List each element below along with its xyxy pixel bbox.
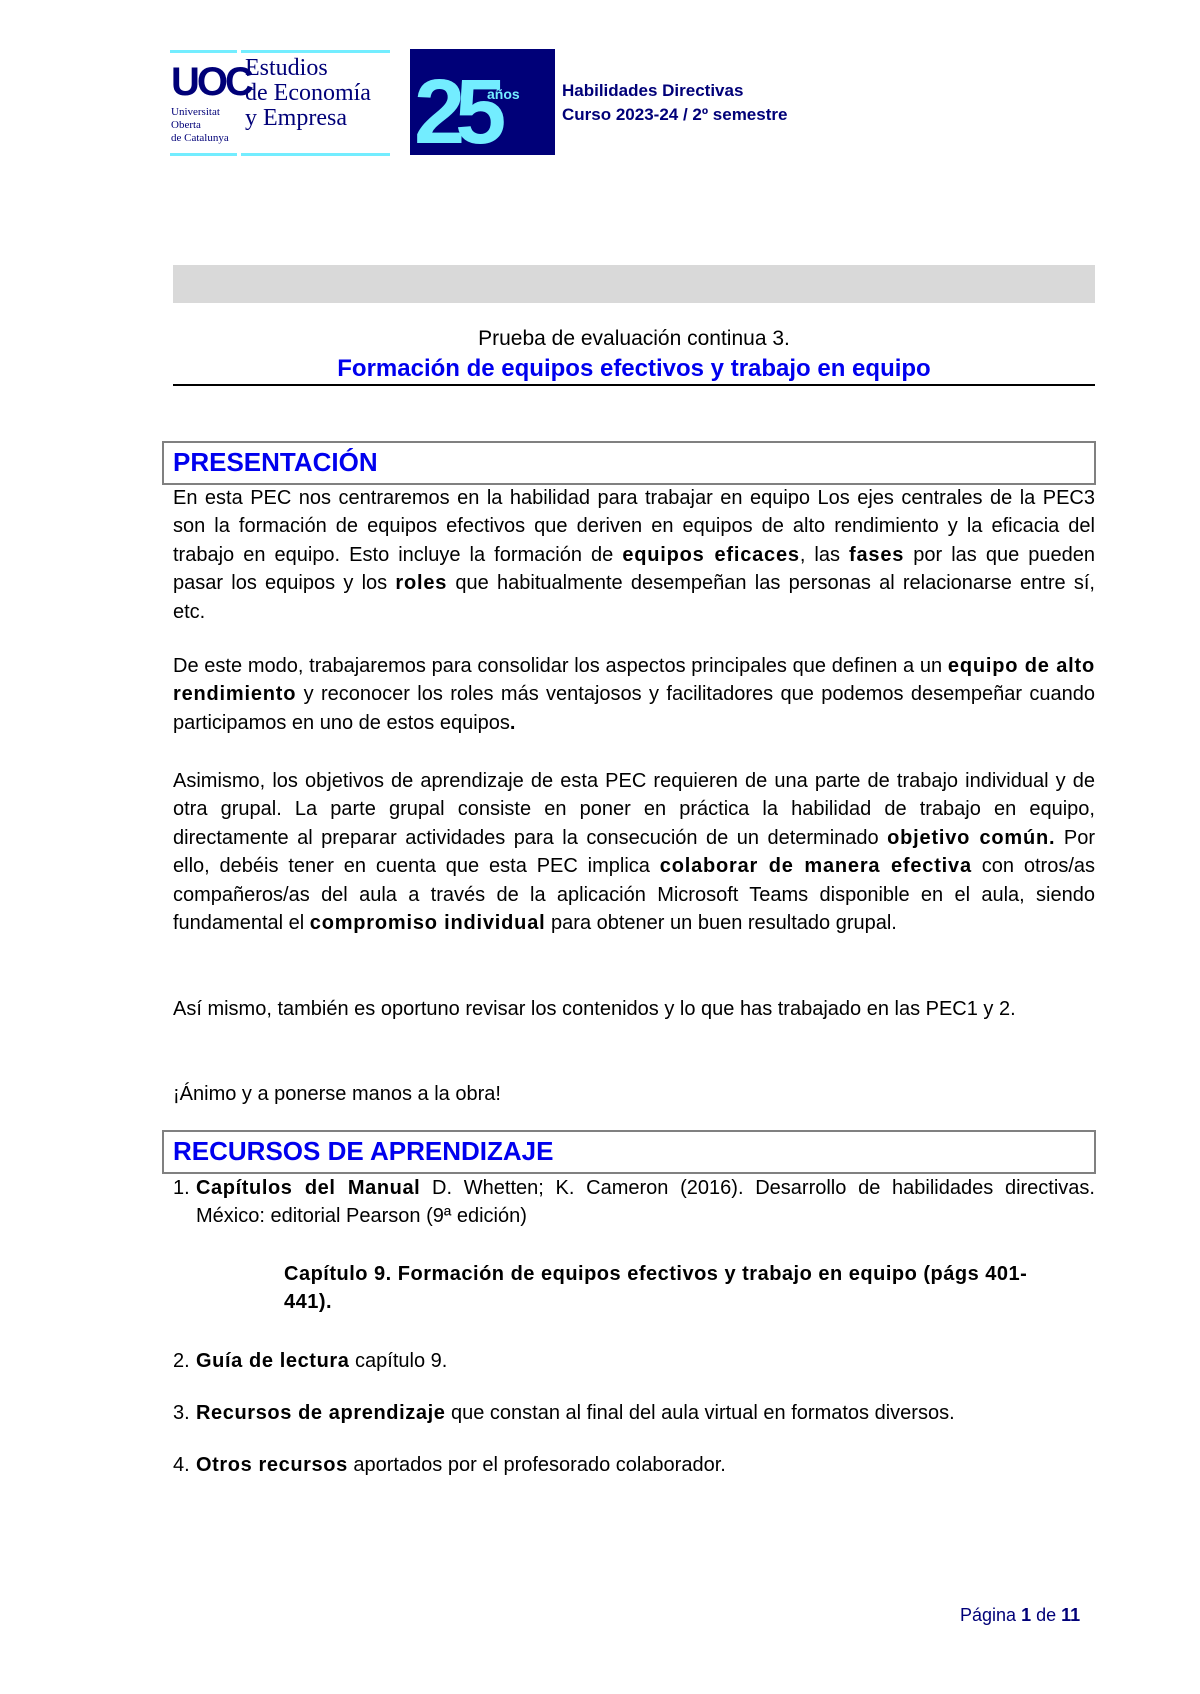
bold-run: equipo de alto rendimiento	[173, 655, 1095, 706]
page-number	[960, 1605, 1080, 1626]
text-run: , las	[799, 543, 850, 566]
text-run: y reconocer los roles más ventajosos y facilitadores que podemos desempeñar cuando participamos en uno de estos equipos	[173, 683, 1095, 734]
faculty-name-line: Estudios	[245, 55, 328, 81]
bold-run: roles	[395, 572, 448, 595]
bold-run: equipos eficaces	[622, 543, 800, 566]
text-run: D. Whetten; K. Cameron (2016). Desarrollo de habilidades directivas. México: editorial Pearson (9ª edición)	[196, 1177, 1095, 1228]
text-run: por las que pueden pasar los equipos y los	[173, 543, 1095, 595]
text-run: ¡Ánimo y a ponerse manos a la obra!	[173, 1083, 501, 1105]
faculty-name-line: de Economía	[245, 80, 371, 106]
document-subtitle: Formación de equipos efectivos y trabajo en equipo	[337, 355, 931, 382]
text-run: aportados por el profesorado colaborador.	[347, 1454, 726, 1476]
text-run: para obtener un buen resultado grupal.	[545, 912, 897, 935]
title-underline	[173, 384, 1095, 386]
svg-text:años: años	[487, 86, 520, 102]
text-run: Por ello, debéis tener en cuenta que esta PEC implica	[173, 826, 1095, 878]
bold-run: objetivo común.	[887, 826, 1056, 849]
anniversary-25-logo	[410, 49, 555, 155]
bold-run: fases	[849, 543, 905, 566]
chapter-reference: Capítulo 9. Formación de equipos efectivos y trabajo en equipo (págs 401-441).	[284, 1263, 1028, 1314]
uoc-wordmark: UOC	[171, 60, 251, 104]
list-item-number: 3.	[173, 1402, 190, 1424]
bold-run: Capítulos del Manual	[196, 1177, 421, 1199]
course-name: Habilidades Directivas	[562, 81, 744, 100]
page-label: Página	[960, 1605, 1017, 1625]
faculty-name-line: y Empresa	[245, 105, 347, 131]
list-item-other-resources	[196, 1451, 1095, 1479]
bold-run: .	[509, 711, 517, 734]
bold-run: Recursos de aprendizaje	[196, 1402, 446, 1424]
total-pages: 11	[1061, 1605, 1081, 1625]
bold-run: compromiso individual	[309, 912, 546, 935]
text-run: que constan al final del aula virtual en formatos diversos.	[445, 1402, 955, 1424]
bold-run: Guía de lectura	[196, 1350, 350, 1372]
svg-text:25: 25	[414, 61, 497, 155]
text-run: con otros/as compañeros/as del aula a través de la aplicación Microsoft Teams disponible en el aula, siendo fundamental el	[173, 855, 1095, 935]
title-grey-bar	[173, 265, 1095, 303]
list-item-manual	[196, 1174, 1095, 1231]
text-run: Asimismo, los objetivos de aprendizaje de esta PEC requieren de una parte de trabajo individual y de otra grupal. La parte grupal consiste en poner en práctica la habilidad de trabajo en equipo, directamente al preparar actividades para la consecución de un determinado	[173, 770, 1095, 849]
list-item-number: 1.	[173, 1177, 190, 1199]
paragraph-encouragement	[173, 1080, 1095, 1108]
university-name-line: Universitat	[171, 106, 220, 118]
paragraph-objective	[173, 652, 1095, 737]
paragraph-teamwork	[173, 767, 1095, 937]
section-heading-recursos: RECURSOS DE APRENDIZAJE	[173, 1136, 554, 1166]
of-label: de	[1036, 1605, 1057, 1625]
text-run: Así mismo, también es oportuno revisar los contenidos y lo que has trabajado en las PEC1 y 2.	[173, 998, 1016, 1020]
text-run: De este modo, trabajaremos para consolidar los aspectos principales que definen a un	[173, 655, 948, 677]
section-heading-presentacion: PRESENTACIÓN	[173, 447, 378, 477]
list-item-number: 2.	[173, 1350, 190, 1372]
list-item-reading-guide	[196, 1347, 1095, 1375]
course-term: Curso 2023-24 / 2º semestre	[562, 105, 788, 124]
paragraph-review	[173, 995, 1095, 1023]
document-title: Prueba de evaluación continua 3.	[478, 327, 790, 350]
university-name-line: de Catalunya	[171, 132, 229, 144]
list-item-learning-resources	[196, 1399, 1095, 1427]
uoc-logo	[170, 50, 396, 156]
bold-run: Otros recursos	[196, 1454, 348, 1476]
list-item-number: 4.	[173, 1454, 190, 1476]
current-page: 1	[1021, 1605, 1032, 1625]
bold-run: colaborar de manera efectiva	[659, 855, 972, 878]
university-name-line: Oberta	[171, 119, 201, 131]
text-run: capítulo 9.	[349, 1350, 448, 1372]
text-run: En esta PEC nos centraremos en la habilidad para trabajar en equipo Los ejes centrales de la PEC3 son la formación de equipos efectivos que deriven en equipos de alto rendimiento y la eficacia del trabajo en equipo. Esto incluye la formación de	[173, 487, 1095, 566]
paragraph-intro	[173, 484, 1095, 626]
text-run: que habitualmente desempeñan las personas al relacionarse entre sí, etc.	[173, 572, 1095, 623]
